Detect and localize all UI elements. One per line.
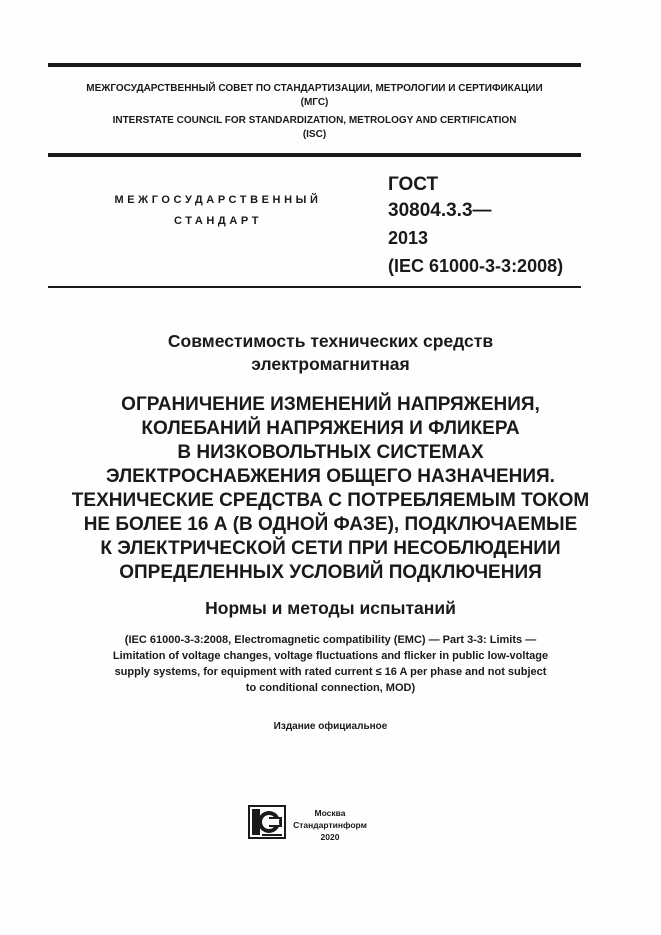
publisher-city: Москва [314,808,346,818]
council-ru-line2: (МГС) [300,97,329,108]
standard-rule [48,286,581,288]
english-title-line: Limitation of voltage changes, voltage fluctuations and flicker in public low-voltage [112,650,549,662]
council-en-line1: INTERSTATE COUNCIL FOR STANDARDIZATION, METROLOGY AND CERTIFICATION [112,115,517,126]
english-title-line: supply systems, for equipment with rated current ≤ 16 A per phase and not subject [114,666,547,678]
main-title-line: ОПРЕДЕЛЕННЫХ УСЛОВИЙ ПОДКЛЮЧЕНИЯ [119,562,542,583]
main-title-line: В НИЗКОВОЛЬТНЫХ СИСТЕМАХ [177,442,484,463]
gost-code-line2: 30804.3.3— [388,200,492,221]
main-title-line: ТЕХНИЧЕСКИЕ СРЕДСТВА С ПОТРЕБЛЯЕМЫМ ТОКОМ [71,490,590,511]
council-en-line2: (ISC) [302,129,327,140]
main-title-line: К ЭЛЕКТРИЧЕСКОЙ СЕТИ ПРИ НЕСОБЛЮДЕНИИ [100,538,561,559]
gost-code-line1: ГОСТ [388,174,439,195]
publisher-name: Стандартинформ [293,820,367,830]
title-group-line2: электромагнитная [251,354,410,374]
main-title-line: ЭЛЕКТРОСНАБЖЕНИЯ ОБЩЕГО НАЗНАЧЕНИЯ. [106,466,555,487]
standard-type-line2: СТАНДАРТ [173,215,263,227]
top-rule [48,63,581,67]
publisher-year: 2020 [320,832,340,842]
gost-code-line4: (IEC 61000-3-3:2008) [388,256,564,276]
main-title-line: ОГРАНИЧЕНИЕ ИЗМЕНЕНИЙ НАПРЯЖЕНИЯ, [121,394,540,415]
council-ru-line1: МЕЖГОСУДАРСТВЕННЫЙ СОВЕТ ПО СТАНДАРТИЗАЦИИ, МЕТРОЛОГИИ И СЕРТИФИКАЦИИ [86,83,543,94]
title-group-line1: Совместимость технических средств [167,331,494,351]
subtitle: Нормы и методы испытаний [205,598,456,618]
main-title-line: НЕ БОЛЕЕ 16 А (В ОДНОЙ ФАЗЕ), ПОДКЛЮЧАЕМЫЕ [83,514,578,535]
standard-type-line1: МЕЖГОСУДАРСТВЕННЫЙ [114,194,322,206]
english-title-line: (IEC 61000-3-3:2008, Electromagnetic compatibility (EMC) — Part 3-3: Limits — [124,634,537,646]
edition-label: Издание официальное [273,721,388,732]
council-rule [48,153,581,157]
gost-code-line3: 2013 [388,228,429,248]
main-title-line: КОЛЕБАНИЙ НАПРЯЖЕНИЯ И ФЛИКЕРА [141,418,520,439]
english-title-line: to conditional connection, MOD) [245,682,416,694]
standartinform-logo-icon [248,805,286,839]
